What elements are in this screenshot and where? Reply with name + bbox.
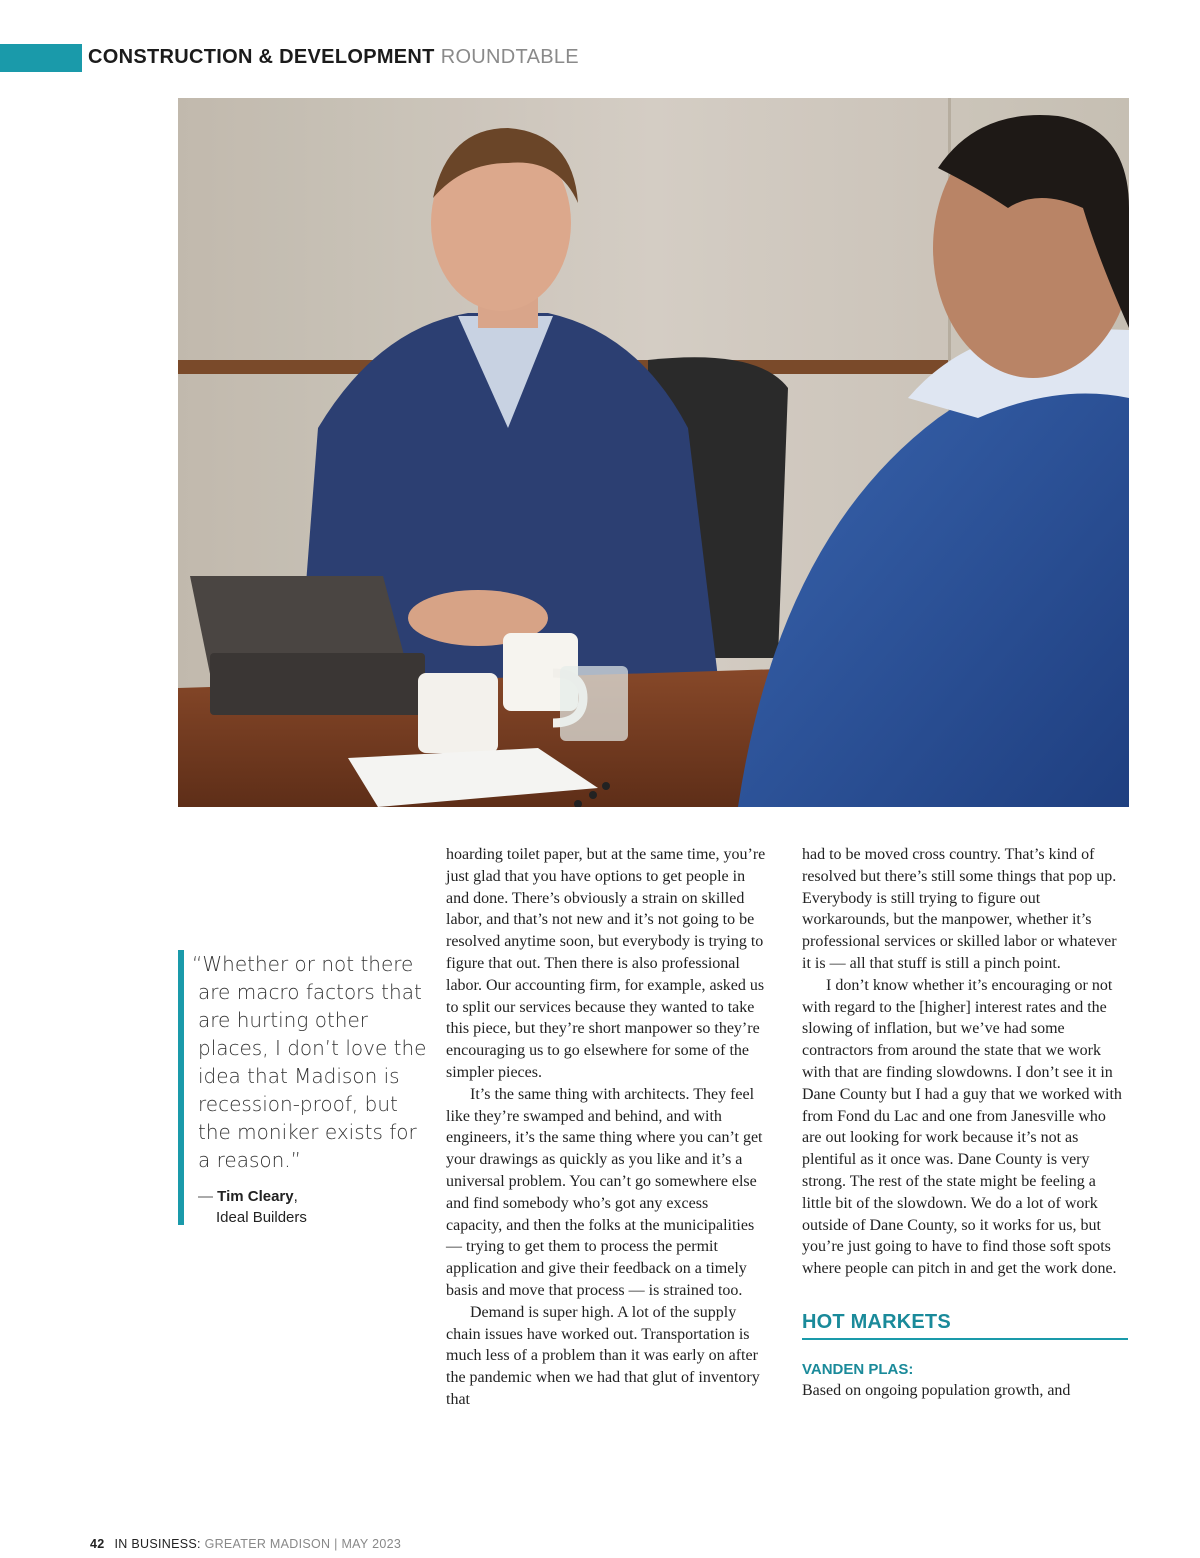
section-heading: HOT MARKETS — [802, 1312, 1128, 1340]
header-accent-bar — [0, 44, 82, 72]
pull-quote-attribution — [198, 1186, 428, 1228]
section-header — [88, 46, 579, 69]
roundtable-photo — [178, 98, 1129, 807]
paragraph: Demand is super high. A lot of the supply chain issues have worked out. Transportation is much less of a problem than it was early on after the pandemic when we had that glut of inventory that — [446, 1303, 760, 1408]
edition-info: GREATER MADISON | MAY 2023 — [204, 1537, 402, 1551]
attribution-organization: Ideal Builders — [216, 1209, 307, 1226]
paragraph: hoarding toilet paper, but at the same time, you’re just glad that you have options to get people in and done. There’s obviously a strain on skilled labor, and that’s not new and it’s not going to be resolved anytime soon, but everybody is trying to figure that out. Then there is also professional labor. Our accounting firm, for example, asked us to split our services because they wanted to take this piece, but they’re short manpower so they’re encouraging us to go elsewhere for some of the simpler pieces. — [446, 846, 766, 1081]
section-title: CONSTRUCTION & DEVELOPMENT — [88, 46, 435, 68]
sub-heading: VANDEN PLAS: — [802, 1360, 914, 1378]
attribution-comma: , — [293, 1188, 298, 1205]
photo-illustration — [178, 98, 1129, 807]
magazine-name: IN BUSINESS: — [114, 1537, 201, 1551]
article-column-1 — [446, 844, 766, 1411]
page-number: 42 — [90, 1537, 105, 1551]
attribution-name: Tim Cleary — [217, 1188, 294, 1205]
paragraph: Based on ongoing population growth, and — [802, 1381, 1071, 1399]
paragraph: had to be moved cross country. That’s kind of resolved but there’s still some things that pop up. Everybody is still trying to figure out workarounds, but the manpower, whether it’s professional services or skilled labor or whatever it is — all that stuff is still a pinch point. — [802, 846, 1117, 972]
pull-quote — [178, 950, 428, 1225]
page-footer — [90, 1537, 401, 1551]
article-column-2 — [802, 844, 1128, 1402]
attribution-dash: — — [198, 1188, 218, 1205]
section-subtitle: ROUNDTABLE — [440, 46, 579, 68]
pull-quote-text: “Whether or not there are macro factors that are hurting other places, I don’t love the idea that Madison is recession-proof, but the moniker exists for a reason.” — [192, 952, 427, 1172]
paragraph: I don’t know whether it’s encouraging or not with regard to the [higher] interest rates and the slowing of inflation, but we’ve had some contractors from around the state that we work with that are finding slowdowns. I don’t see it in Dane County but I had a guy that we worked with from Fond du Lac and one from Janesville who are out looking for work because it’s not as plentiful as it once was. Dane County is very strong. The rest of the state might be feeling a little bit of the slowdown. We do a lot of work outside of Dane County, so it works for us, but you’re just going to have to find those soft spots where people can pitch in and get the work done. — [802, 976, 1122, 1278]
paragraph: It’s the same thing with architects. They feel like they’re swamped and behind, and with engineers, it’s the same thing where you can’t get your drawings as quickly as you like and it’s a universal problem. You can’t go somewhere else and find somebody who’s got any excess capacity, and then the folks at the municipalities — trying to get them to process the permit application and give their feedback on a timely basis and move that process — is strained too. — [446, 1085, 763, 1299]
